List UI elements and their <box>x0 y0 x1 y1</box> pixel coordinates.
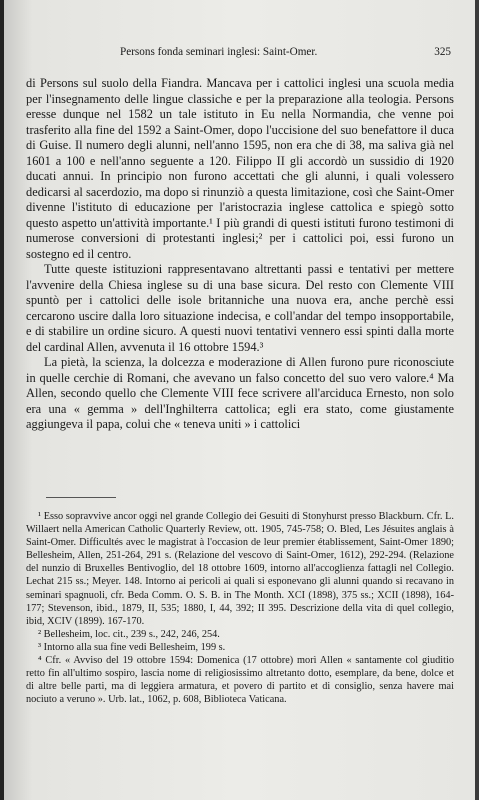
footnote-2: ² Bellesheim, loc. cit., 239 s., 242, 246, 254. <box>38 628 220 640</box>
running-header <box>42 46 451 58</box>
paragraph-2: Tutte queste istituzioni rappresentavano altrettanti passi e tentativi per mettere l'avvenire della Chiesa inglese su di una base sicura. Del resto con Clemente VIII spuntò per i cattolici delle isole britanniche una nuova era, anche perchè essi cercarono uscire dalla loro situazione indecisa, e coll'andar del tempo insopportabile, e di stabilire un ordine sicuro. A questi nuovi tentativi vennero essi spinti dalla morte del cardinal Allen, avvenuta il 16 ottobre 1594.³ <box>26 262 454 354</box>
footnote-1: ¹ Esso sopravvive ancor oggi nel grande Collegio dei Gesuiti di Stonyhurst presso Blackburn. Cfr. L. Willaert nella American Catholic Quarterly Review, ott. 1905, 745-758; O. Bled, Les Jésuites anglais à Saint-Omer. Difficultés avec le magistrat à l'occasion de leur premier établissement, Saint-Omer 1890; Bellesheim, Allen, 251-264, 291 s. (Relazione del vescovo di Saint-Omer, 1612), 292-294. (Relazione del nunzio di Bruxelles Bentivoglio, del 18 ottobre 1609, intorno all'accoglienza fattagli nel Collegio. Lechat 215 ss.; Meyer. 148. Intorno ai pericoli ai quali si esponevano gli alunni quando si recavano in seminari spagnuoli, cfr. Beda Comm. O. S. B. in The Month. XCI (1898), 375 ss.; XCII (1898), 164-177; Stevenson, ibid., 1879, II, 535; 1880, I, 44, 392; II 395. Descrizione della vita di quel collegio, ibid, XCIV (1899). 167-170. <box>26 511 454 627</box>
footnote-4: ⁴ Cfr. « Avviso del 19 ottobre 1594: Domenica (17 ottobre) morì Allen « santamente col giuditio retto fin all'ultimo sospiro, lascia nome di religiosissimo altretanto dotto, esemplare, da bene, dolce et di altre belle parti, ma di leggiera armatura, et povero di partito et di consiglio, senza havere mai nociuto a veruno ». Urb. lat., 1062, p. 608, Biblioteca Vaticana. <box>26 655 454 706</box>
main-text <box>26 76 454 433</box>
footnote-rule <box>46 497 116 498</box>
paragraph-1: di Persons sul suolo della Fiandra. Mancava per i cattolici inglesi una scuola media per l'insegnamento delle lingue classiche e per la preparazione alla teologia. Persons eresse dunque nel 1582 un tale istituto in Eu nella Normandia, che venne poi trasferito alla fine del 1592 a Saint-Omer, dopo l'uccisione del suo benefattore il duca di Guise. Il numero degli alunni, nell'anno 1595, non era che di 38, ma saliva già nel 1601 a 100 e nell'anno seguente a 120. Filippo II gli accordò un sussidio di 1920 ducati annui. In principio non furono accettati che gli alunni, i quali volessero dedicarsi al sacerdozio, ma dopo si rinunziò a questa limitazione, così che Saint-Omer divenne l'istituto di educazione per l'aristocrazia inglese cattolica e spiegò sotto questo aspetto un'attività importante.¹ I più grandi di questi istituti furono testimoni di numerose conversioni di protestanti inglesi;² per i cattolici poi, essi furono un sostegno ed il centro. <box>26 76 454 261</box>
footnote-3: ³ Intorno alla sua fine vedi Bellesheim, 199 s. <box>38 641 226 653</box>
book-page <box>4 0 475 800</box>
page-number: 325 <box>434 46 451 58</box>
running-title: Persons fonda seminari inglesi: Saint-Omer. <box>120 46 318 58</box>
paragraph-3: La pietà, la scienza, la dolcezza e moderazione di Allen furono pure riconosciute in quelle cerchie di Romani, che avevano un falso concetto del suo vero valore.⁴ Ma Allen, secondo quello che Clemente VIII fece scrivere all'arciduca Ernesto, non solo era una « gemma » dell'Inghilterra cattolica; egli era stato, come giustamente aggiungeva il papa, colui che « teneva uniti » i cattolici <box>26 355 454 431</box>
footnotes <box>26 510 454 706</box>
